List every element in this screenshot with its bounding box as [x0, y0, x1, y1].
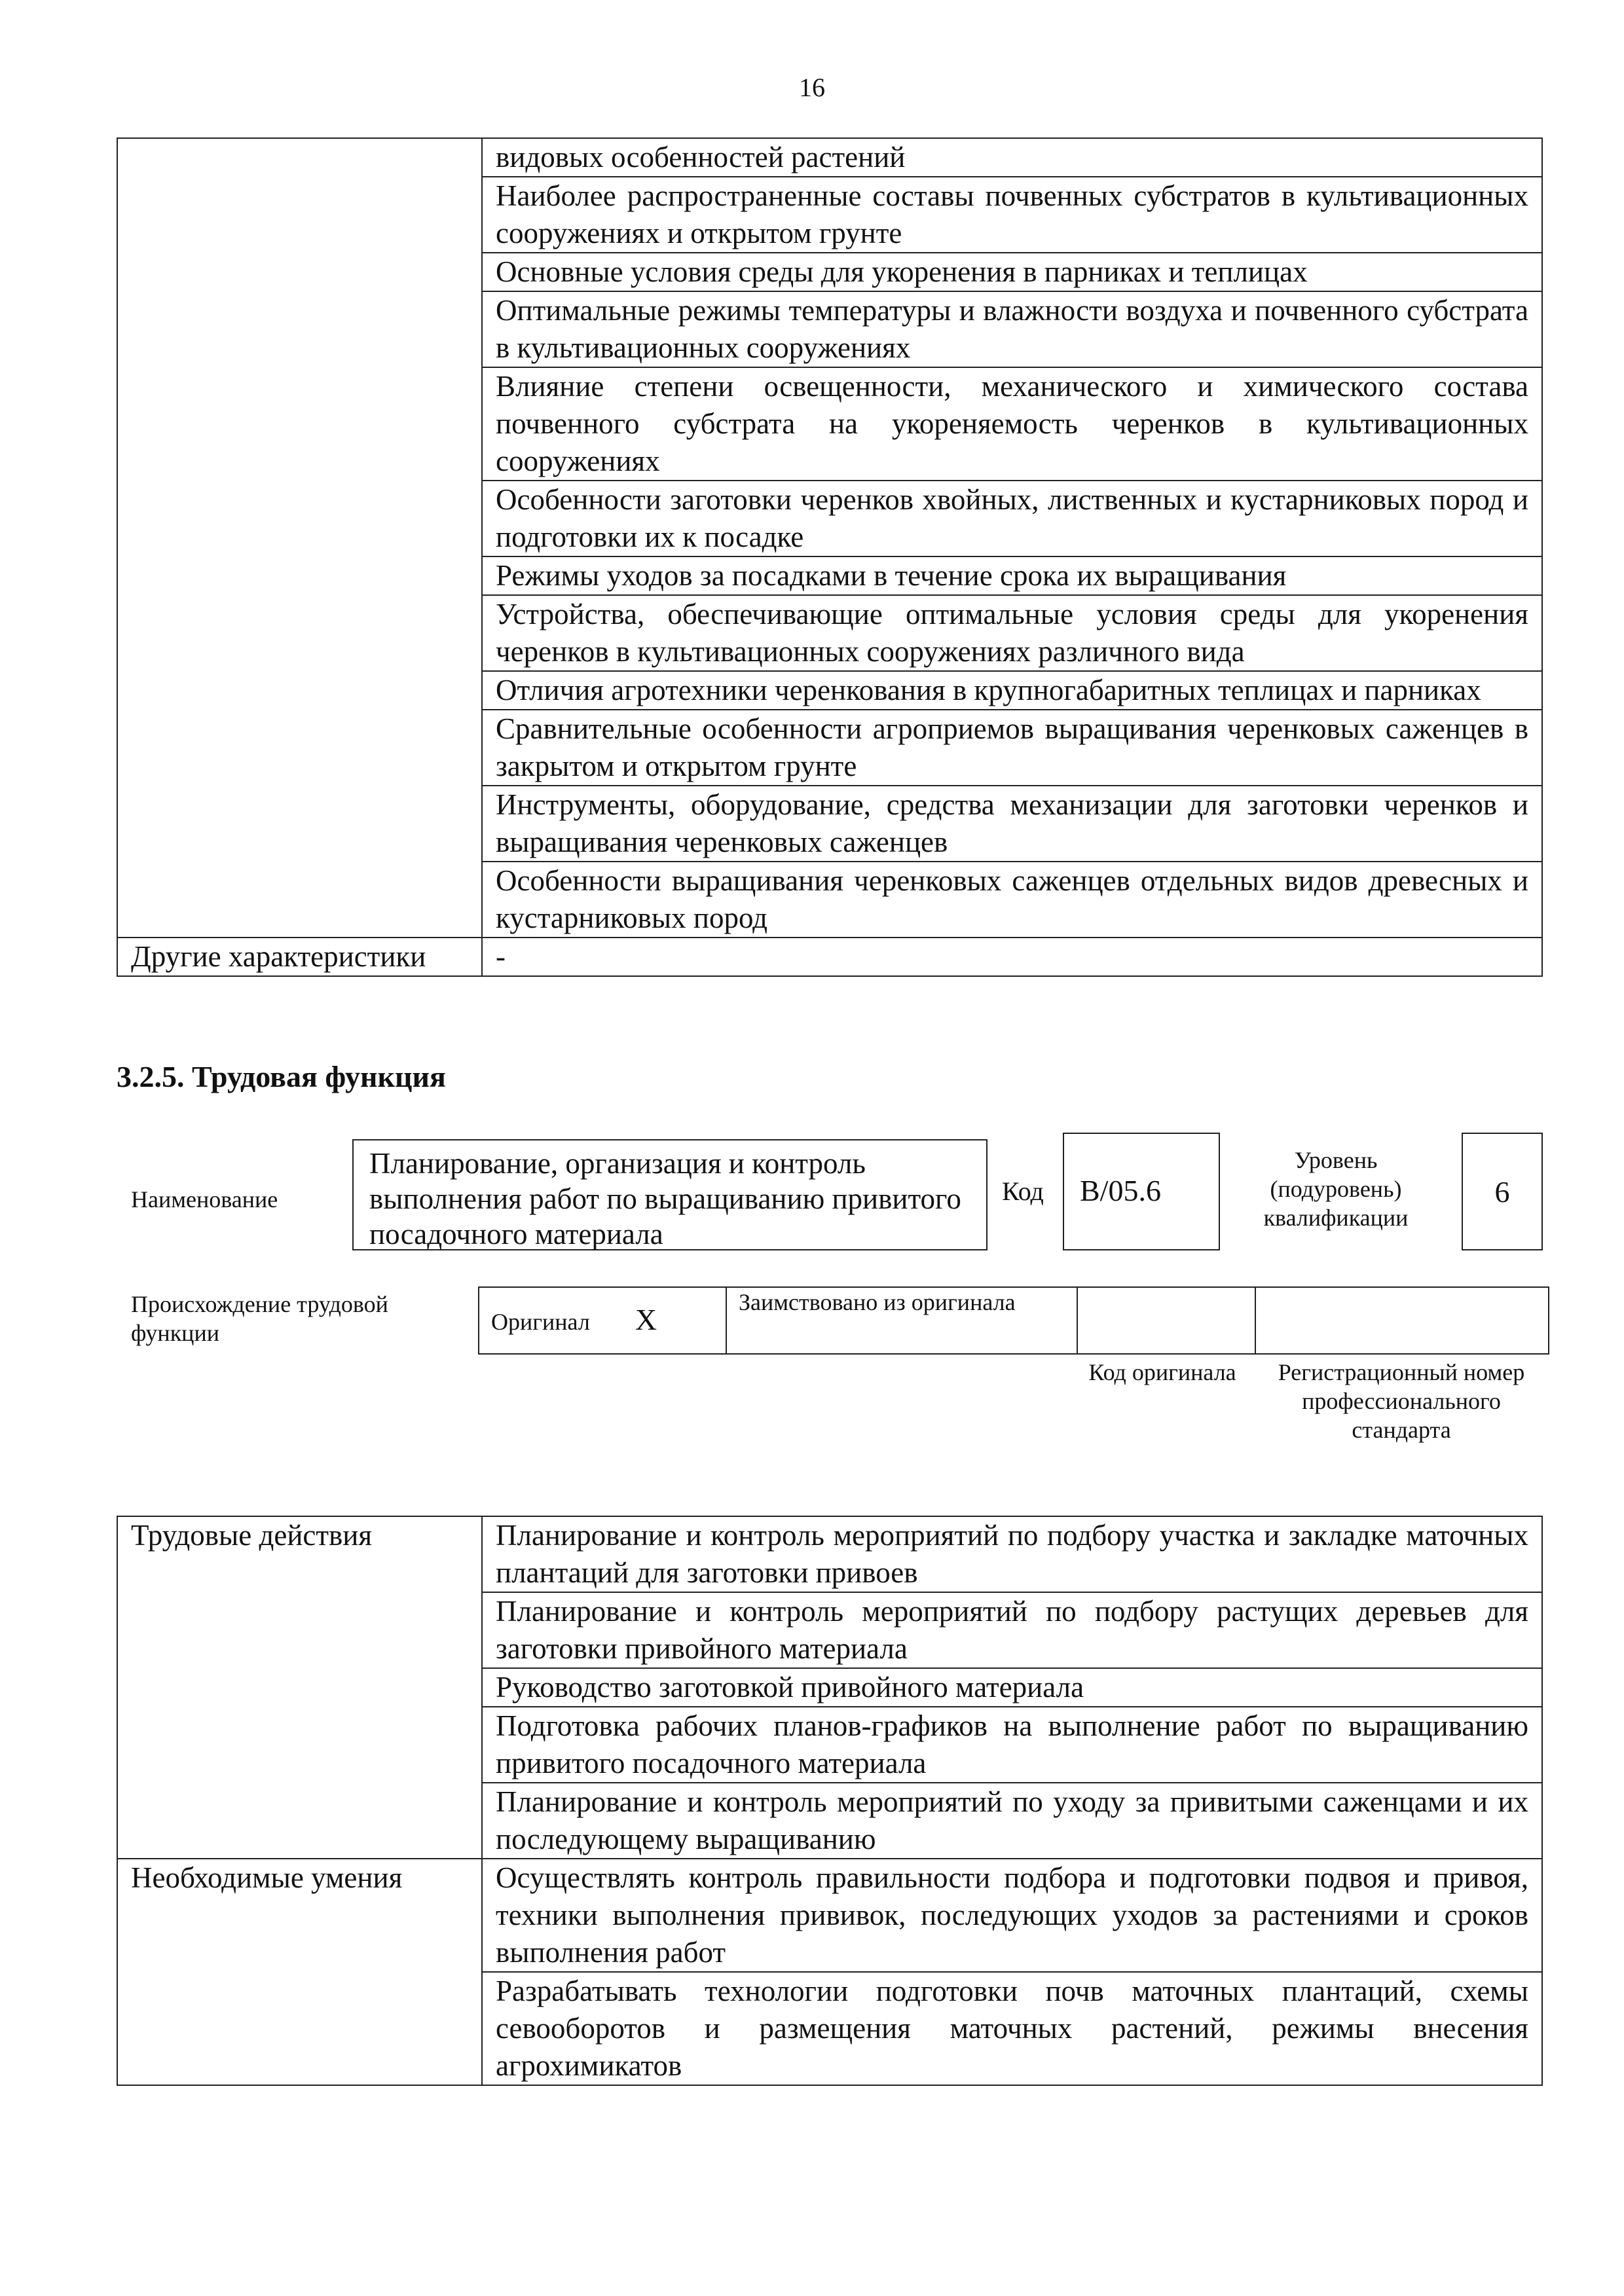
- labor-action-item: Планирование и контроль мероприятий по уходу за привитыми саженцами и их последующему выращиванию: [482, 1783, 1542, 1859]
- actions-table: [117, 1516, 1543, 2086]
- knowledge-item: Влияние степени освещенности, механического и химического состава почвенного субстрата на укореняемость черенков в культивационных сооружениях: [482, 367, 1542, 481]
- origin-table: [478, 1286, 1549, 1355]
- required-skill: [117, 1859, 1542, 1972]
- code-caption: Код оригинала: [1088, 1359, 1236, 1385]
- section-heading: 3.2.5. Трудовая функция: [117, 1060, 446, 1093]
- knowledge-row: [117, 138, 1542, 177]
- labor-action: [117, 1516, 1542, 1592]
- required-skill-item: Осуществлять контроль правильности подбора и подготовки подвоя и привоя, техники выполнения прививок, последующих уходов за растениями и сроков выполнения работ: [482, 1859, 1542, 1972]
- original-cell: [479, 1287, 726, 1354]
- borrowed-label: Заимствовано из оригинала: [739, 1289, 1016, 1315]
- code-value-box: [1063, 1133, 1220, 1250]
- level-value: 6: [1494, 1175, 1510, 1209]
- knowledge-item: Режимы уходов за посадками в течение срока их выращивания: [482, 556, 1542, 595]
- labor-action-item: Руководство заготовкой привойного материала: [482, 1668, 1542, 1707]
- other-label: Другие характеристики: [117, 938, 482, 976]
- other-row: [117, 938, 1542, 976]
- original-mark: X: [635, 1302, 657, 1336]
- page-number: 16: [799, 73, 825, 102]
- level-value-box: [1462, 1133, 1543, 1250]
- knowledge-item: Наиболее распространенные составы почвенных субстратов в культивационных сооружениях и открытом грунте: [482, 177, 1542, 253]
- knowledge-item: Устройства, обеспечивающие оптимальные условия среды для укоренения черенков в культивационных сооружениях различного вида: [482, 595, 1542, 671]
- knowledge-item: Основные условия среды для укоренения в парниках и теплицах: [482, 253, 1542, 291]
- knowledge-item: Особенности выращивания черенковых саженцев отдельных видов древесных и кустарниковых пород: [482, 862, 1542, 938]
- original-label: Оригинал: [491, 1308, 590, 1335]
- origin-label: Происхождение трудовой функции: [131, 1291, 388, 1346]
- other-value: -: [482, 938, 1542, 976]
- reg-caption: Регистрационный номер профессионального стандарта: [1278, 1359, 1525, 1443]
- origin-code-cell: [1077, 1287, 1255, 1354]
- knowledge-item: Сравнительные особенности агроприемов выращивания черенковых саженцев в закрытом и открытом грунте: [482, 710, 1542, 786]
- labor-action-item: Подготовка рабочих планов-графиков на выполнение работ по выращиванию привитого посадочного материала: [482, 1707, 1542, 1783]
- name-value: Планирование, организация и контроль выполнения работ по выращиванию привитого посадочного материала: [369, 1147, 961, 1250]
- reg-number-cell: [1255, 1287, 1549, 1354]
- borrowed-cell: [726, 1287, 1077, 1354]
- code-label: Код: [1002, 1176, 1044, 1206]
- labor-action-item: Планирование и контроль мероприятий по подбору участка и закладке маточных плантаций для заготовки привоев: [482, 1516, 1542, 1592]
- code-value: B/05.6: [1080, 1174, 1161, 1207]
- labor-action-item: Планирование и контроль мероприятий по подбору растущих деревьев для заготовки привойного материала: [482, 1592, 1542, 1668]
- knowledge-item: Инструменты, оборудование, средства механизации для заготовки черенков и выращивания черенковых саженцев: [482, 786, 1542, 862]
- name-value-box: [352, 1139, 987, 1250]
- required-skill-item: Разрабатывать технологии подготовки почв маточных плантаций, схемы севооборотов и размещения маточных растений, режимы внесения агрохимикатов: [482, 1972, 1542, 2085]
- level-label: Уровень (подуровень) квалификации: [1263, 1147, 1409, 1231]
- required-skill-label: Необходимые умения: [117, 1859, 482, 2085]
- knowledge-table: [117, 137, 1543, 977]
- knowledge-item: Отличия агротехники черенкования в крупногабаритных теплицах и парниках: [482, 671, 1542, 710]
- knowledge-item: Особенности заготовки черенков хвойных, лиственных и кустарниковых пород и подготовки их к посадке: [482, 481, 1542, 556]
- labor-action-label: Трудовые действия: [117, 1516, 482, 1859]
- name-label: Наименование: [131, 1186, 278, 1212]
- knowledge-label-cell: [117, 138, 482, 938]
- knowledge-item: видовых особенностей растений: [482, 138, 1542, 177]
- knowledge-item: Оптимальные режимы температуры и влажности воздуха и почвенного субстрата в культивационных сооружениях: [482, 291, 1542, 367]
